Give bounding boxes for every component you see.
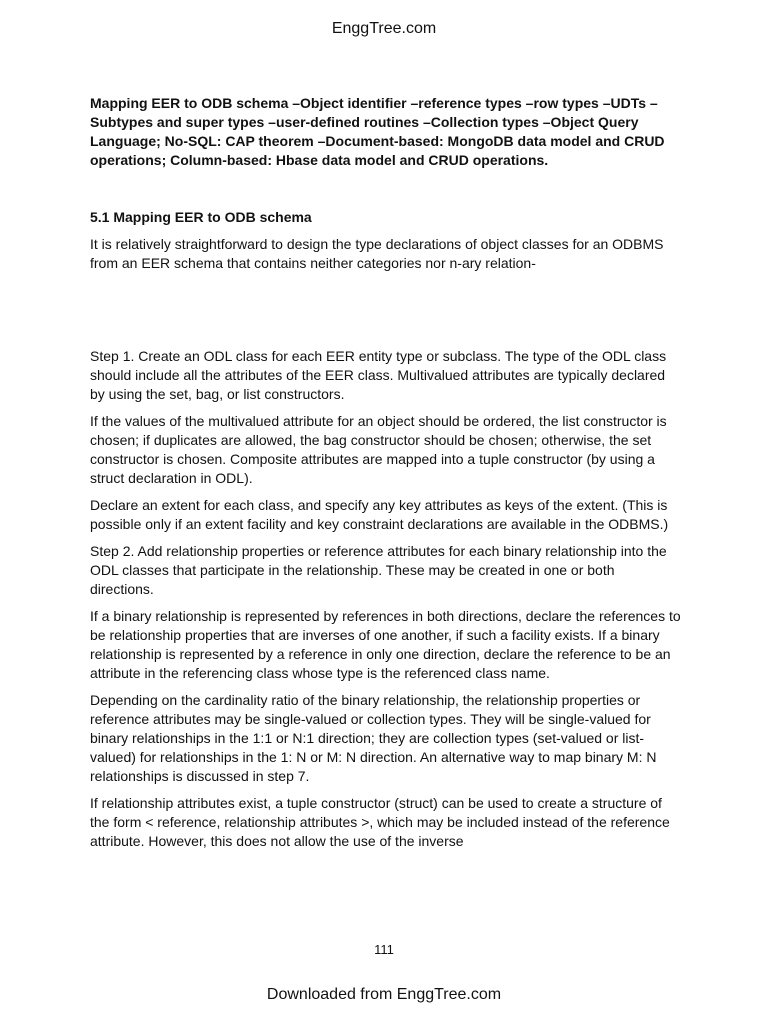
paragraph-step-1: Step 1. Create an ODL class for each EER entity type or subclass. The type of the ODL class should include all the attributes of the EER class. Multivalued attributes are typically declared by using the set, bag, or list constructors. [90, 348, 667, 402]
paragraph-relationship-attributes: If relationship attributes exist, a tuple constructor (struct) can be used to create a structure of the form < reference, relationship attributes >, which may be included instead of the reference attribute. However, this does not allow the use of the inverse [90, 795, 670, 849]
page-footer-download: Downloaded from EnggTree.com [266, 986, 502, 1003]
paragraph-cardinality: Depending on the cardinality ratio of the binary relationship, the relationship properties or reference attributes may be single-valued or collection types. They will be single-valued for binary relationships in the 1:1 or N:1 direction; they are collection types (set-valued or list-valued) for relationships in the 1: N or M: N direction. An alternative way to map binary M: N relationships is discussed in step 7. [90, 692, 657, 784]
paragraph-binary-relationship: If a binary relationship is represented by references in both directions, declare the references to be relationship properties that are inverses of one another, if such a facility exists. If a binary relationship is represented by a reference in only one direction, declare the reference to be an attribute in the referencing class whose type is the referenced class name. [90, 608, 681, 681]
page-number: 111 [374, 942, 394, 957]
paragraph-multivalued: If the values of the multivalued attribute for an object should be ordered, the list constructor is chosen; if duplicates are allowed, the bag constructor should be chosen; otherwise, the set constructor is chosen. Composite attributes are mapped into a tuple constructor (by using a struct declaration in ODL). [90, 413, 667, 486]
blank-space [90, 273, 682, 339]
paragraph-extent: Declare an extent for each class, and specify any key attributes as keys of the extent. (This is possible only if an extent facility and key constraint declarations are available in the ODBMS.) [90, 497, 669, 532]
page-header-site: EnggTree.com [331, 20, 437, 37]
section-heading: 5.1 Mapping EER to ODB schema [90, 209, 312, 225]
paragraph-step-2: Step 2. Add relationship properties or reference attributes for each binary relationship into the ODL classes that participate in the relationship. These may be created in one or both directions. [90, 543, 667, 597]
section-intro-paragraph: It is relatively straightforward to design the type declarations of object classes for an ODBMS from an EER schema that contains neither categories nor n-ary relation- [90, 236, 664, 271]
document-body [90, 94, 682, 851]
syllabus-topics: Mapping EER to ODB schema –Object identifier –reference types –row types –UDTs –Subtypes and super types –user-defined routines –Collection types –Object Query Language; No-SQL: CAP theorem –Document-based: MongoDB data model and CRUD operations; Column-based: Hbase data model and CRUD operations. [90, 95, 665, 168]
